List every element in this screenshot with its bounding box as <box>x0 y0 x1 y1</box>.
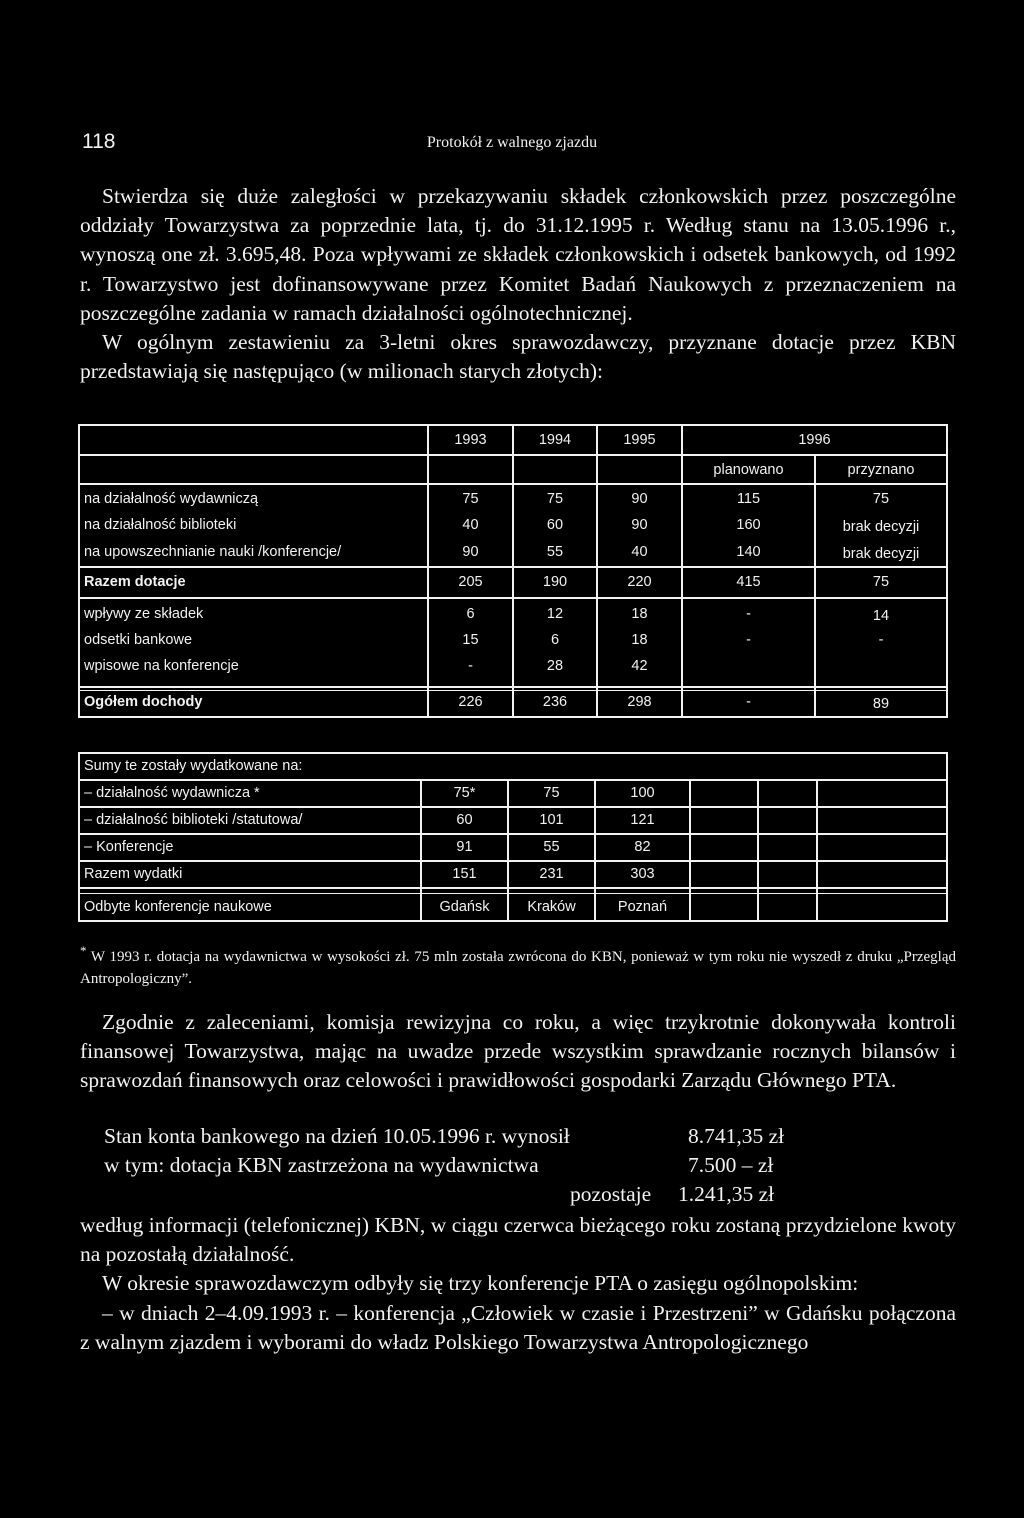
sub-planowano: planowano <box>713 462 784 478</box>
balance-value-3: 1.241,35 zł <box>678 1182 775 1206</box>
cell: 298 <box>627 694 652 710</box>
cell: 220 <box>627 574 652 590</box>
cell: 60 <box>546 517 564 533</box>
balance-label-2: w tym: dotacja KBN zastrzeżona na wydawnictwa <box>104 1153 539 1177</box>
cell: 100 <box>630 785 655 801</box>
row-label: wpływy ze składek <box>84 606 204 622</box>
cell: 12 <box>546 606 564 622</box>
cell: 151 <box>452 866 477 882</box>
audit-paragraph: Zgodnie z zaleceniami, komisja rewizyjna co roku, a więc trzykrotnie dokonywała kontroli finansowej Towarzystwa, mając na uwadze przede wszystkim sprawdzanie rocznych bilansów i sprawozdań finansowych oraz celowości i prawidłowości gospodarki Zarządu Głównego PTA. <box>80 1010 956 1093</box>
row-label: Ogółem dochody <box>84 694 203 710</box>
row-label: Odbyte konferencje naukowe <box>84 899 272 915</box>
row-label: – Konferencje <box>84 839 174 855</box>
cell: 40 <box>631 544 648 560</box>
cell: brak decyzji <box>842 519 920 535</box>
cell: Poznań <box>617 899 668 915</box>
cell: 415 <box>736 574 761 590</box>
cell: 55 <box>543 839 560 855</box>
balance-value-1: 8.741,35 zł <box>688 1124 785 1148</box>
cell: 90 <box>631 491 648 507</box>
footnote-marker: * <box>80 943 87 958</box>
intro-paragraph-1: Stwierdza się duże zaległości w przekazywaniu składek członkowskich przez poszczególne oddziały Towarzystwa za poprzednie lata, tj. do 31.12.1995 r. Według stanu na 13.05.1996 r., wynoszą one zł. 3.695,48. Poza wpływami ze składek członkowskich i odsetek bankowych, od 1992 r. Towarzystwo jest dofinansowywane przez Komitet Badań Naukowych z przeznaczeniem na poszczególne zadania w ramach działalności ogólnotechnicznej. <box>80 184 956 325</box>
cell: 6 <box>550 632 560 648</box>
row-label: Razem dotacje <box>84 574 186 590</box>
cell: 121 <box>630 812 655 828</box>
year-1996: 1996 <box>798 432 831 448</box>
cell: 15 <box>462 632 479 648</box>
bottom-text <box>80 1008 956 1096</box>
cell: 75* <box>453 785 476 801</box>
cell: 18 <box>631 632 648 648</box>
cell: - <box>746 606 751 622</box>
row-label: – działalność biblioteki /statutowa/ <box>84 812 303 828</box>
cell: Gdańsk <box>439 899 490 915</box>
cell: 205 <box>458 574 483 590</box>
row-label: Razem wydatki <box>84 866 183 882</box>
cell: 75 <box>546 491 564 507</box>
bottom-text-2 <box>80 1211 956 1357</box>
intro-paragraph-2: W ogólnym zestawieniu za 3-letni okres sprawozdawczy, przyznane dotacje przez KBN przedstawiają się następująco (w milionach starych złotych): <box>80 330 956 384</box>
footnote <box>80 940 956 990</box>
sub-przyznano: przyznano <box>847 462 915 478</box>
cell: 55 <box>546 544 564 560</box>
cell: 190 <box>542 574 568 590</box>
cell: 6 <box>466 606 475 622</box>
balance-value-2: 7.500 – zł <box>688 1153 774 1177</box>
cell: - <box>746 632 751 648</box>
cell: 90 <box>462 544 479 560</box>
cell: 236 <box>542 694 568 710</box>
row-label: na działalność wydawniczą <box>84 491 259 507</box>
cell: 140 <box>736 544 761 560</box>
cell: Kraków <box>527 899 576 915</box>
cell: 75 <box>543 785 560 801</box>
balance-label-3: pozostaje <box>570 1182 652 1206</box>
cell: 160 <box>736 517 761 533</box>
cell: 60 <box>456 812 473 828</box>
conferences-paragraph: W okresie sprawozdawczym odbyły się trzy konferencje PTA o zasięgu ogólnopolskim: <box>102 1271 859 1296</box>
year-1994: 1994 <box>538 432 572 448</box>
cell: - <box>468 658 473 674</box>
cell: 90 <box>631 517 648 533</box>
row-label: odsetki bankowe <box>84 632 193 648</box>
cell: 42 <box>631 658 648 674</box>
cell: 89 <box>872 696 890 712</box>
cell: - <box>746 694 751 710</box>
intro-text <box>80 182 956 386</box>
cell: 40 <box>462 517 479 533</box>
conference-item: – w dniach 2–4.09.1993 r. – konferencja „Człowiek w czasie i Przestrzeni” w Gdańsku połączona z walnym zjazdem i wyborami do władz Polskiego Towarzystwa Antropologicznego <box>80 1300 956 1354</box>
running-header: Protokół z walnego zjazdu <box>426 134 598 151</box>
row-label: na upowszechnianie nauki /konferencje/ <box>84 544 342 560</box>
row-label: – działalność wydawnicza * <box>84 785 260 801</box>
table-header: Sumy te zostały wydatkowane na: <box>84 758 303 774</box>
year-1995: 1995 <box>623 432 656 448</box>
cell: 231 <box>539 866 564 882</box>
balance-label-1: Stan konta bankowego na dzień 10.05.1996 r. wynosił <box>104 1124 570 1148</box>
page-number: 118 <box>82 130 116 153</box>
cell: 115 <box>736 491 761 507</box>
cell: 82 <box>634 839 651 855</box>
cell: 75 <box>872 574 890 590</box>
footnote-text: W 1993 r. dotacja na wydawnictwa w wysokości zł. 75 mln została zwrócona do KBN, ponieważ w tym roku nie wyszedł z druku „Przegląd Antropologiczny”. <box>80 949 957 987</box>
cell: 101 <box>539 812 564 828</box>
cell: brak decyzji <box>842 546 920 562</box>
cell: 75 <box>872 491 890 507</box>
year-1993: 1993 <box>454 432 487 448</box>
cell: 75 <box>462 491 479 507</box>
kbn-paragraph: według informacji (telefonicznej) KBN, w ciągu czerwca bieżącego roku zostaną przydzielone kwoty na pozostałą działalność. <box>80 1213 956 1267</box>
cell: 91 <box>456 839 473 855</box>
row-label: na działalność biblioteki <box>84 517 237 533</box>
cell: 226 <box>458 694 483 710</box>
cell: 14 <box>872 608 890 624</box>
cell: 18 <box>631 606 648 622</box>
cell: 28 <box>546 658 564 674</box>
cell: - <box>878 632 884 648</box>
cell: 303 <box>630 866 655 882</box>
row-label: wpisowe na konferencje <box>84 658 239 674</box>
